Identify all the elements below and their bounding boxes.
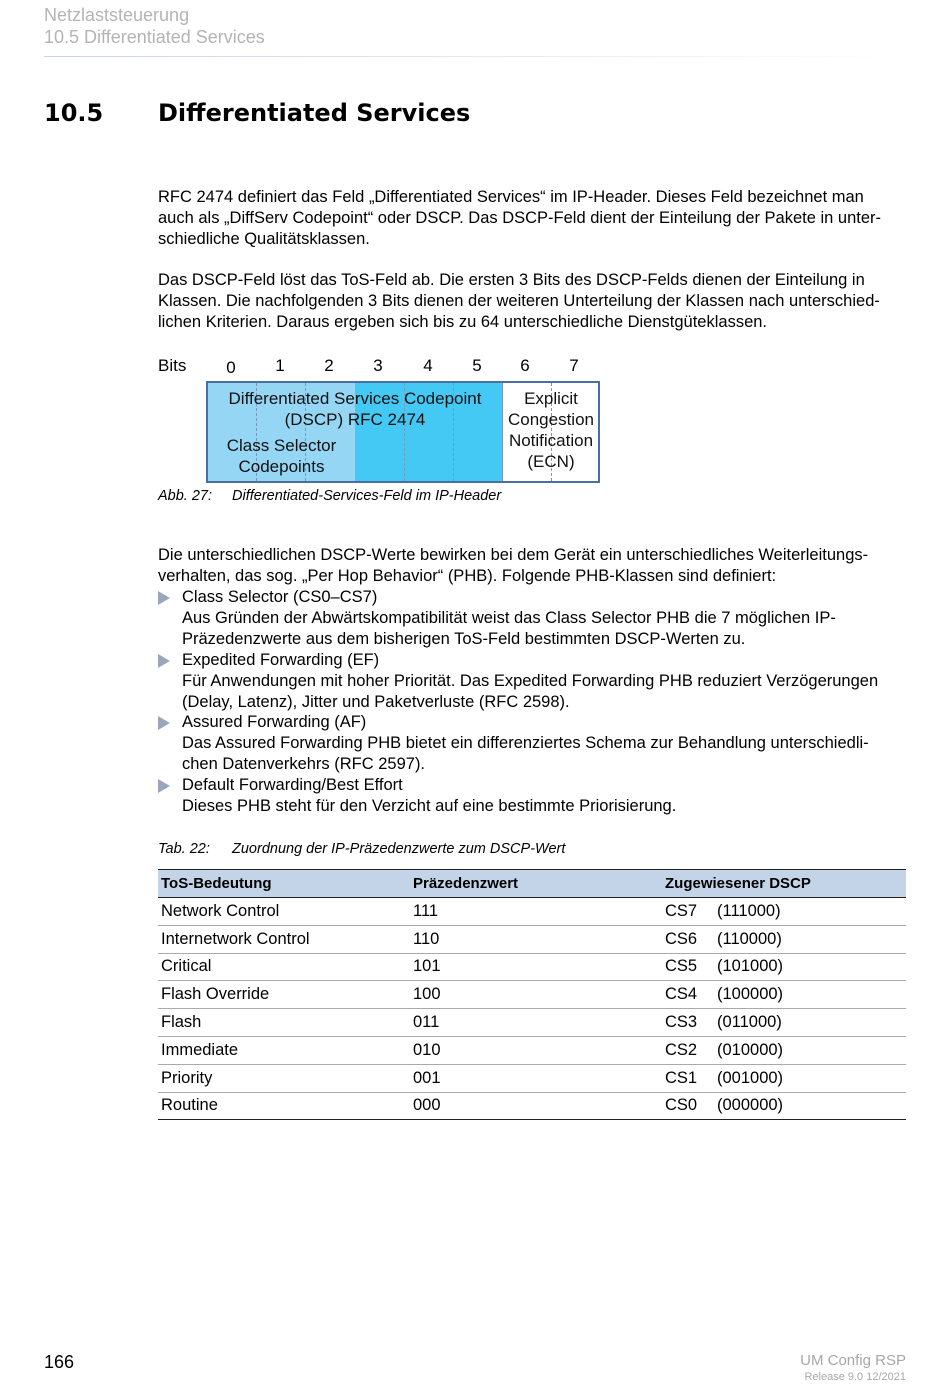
- dscp-class: CS4: [665, 985, 698, 1004]
- dscp-class: CS5: [665, 957, 698, 976]
- paragraph-2: [158, 270, 918, 333]
- table-row: [158, 1036, 906, 1064]
- bit-number: 3: [373, 356, 383, 375]
- figure-caption-text: Differentiated-Services-Feld im IP-Header: [232, 488, 502, 504]
- tos-cell: Immediate: [158, 1036, 410, 1064]
- cs-label-line: Class Selector: [226, 436, 337, 455]
- tos-cell: Flash Override: [158, 981, 410, 1009]
- precedence-cell: 100: [410, 981, 662, 1009]
- bit-number: 5: [472, 356, 482, 375]
- running-header-section: 10.5 Differentiated Services: [44, 27, 265, 47]
- triangle-bullet-icon: [158, 779, 170, 793]
- figure-caption-number: Abb. 27:: [158, 488, 213, 504]
- bit-number: 6: [520, 356, 530, 375]
- ecn-label-line: Explicit: [524, 389, 578, 408]
- dscp-bits: (110000): [717, 929, 782, 948]
- tos-cell: Critical: [158, 953, 410, 981]
- text-line: lichen Kriterien. Daraus ergeben sich bis zu 64 unterschiedliche Dienstgüteklassen.: [158, 313, 768, 331]
- list-item: [158, 775, 918, 817]
- tos-cell: Routine: [158, 1092, 410, 1120]
- dscp-label-line: Differentiated Services Codepoint: [228, 389, 482, 408]
- precedence-cell: 001: [410, 1064, 662, 1092]
- column-header: Zugewiesener DSCP: [662, 870, 906, 898]
- list-item-line: Das Assured Forwarding PHB bietet ein differenziertes Schema zur Behandlung unterschiedli-: [182, 734, 869, 752]
- table-row: [158, 953, 906, 981]
- list-item: [158, 712, 918, 775]
- precedence-cell: 011: [410, 1009, 662, 1037]
- cs-label-line: Codepoints: [238, 457, 325, 476]
- paragraph-1: [158, 187, 918, 250]
- ecn-label-line: Congestion: [507, 410, 594, 429]
- tos-cell: Flash: [158, 1009, 410, 1037]
- page-number: 166: [44, 1352, 75, 1372]
- list-item-line: Präzedenzwerte aus dem bisherigen ToS-Feld bestimmten DSCP-Werten zu.: [182, 630, 746, 648]
- table-caption: [158, 841, 565, 857]
- dscp-cell: [662, 1092, 906, 1120]
- dscp-bits: (011000): [717, 1013, 782, 1032]
- table-row: [158, 925, 906, 953]
- table-caption-text: Zuordnung der IP-Präzedenzwerte zum DSCP-Wert: [232, 841, 566, 857]
- bit-number: 0: [226, 358, 236, 377]
- table-row: [158, 898, 906, 926]
- ecn-label-line: Notification: [508, 431, 594, 450]
- text-line: Das DSCP-Feld löst das ToS-Feld ab. Die ersten 3 Bits des DSCP-Felds dienen der Einteilung in: [158, 271, 865, 289]
- dscp-bits: (101000): [717, 957, 784, 976]
- dscp-cell: [662, 1064, 906, 1092]
- tos-cell: Network Control: [158, 898, 410, 926]
- bit-number: 7: [569, 356, 579, 375]
- dscp-cell: [662, 1036, 906, 1064]
- precedence-cell: 000: [410, 1092, 662, 1120]
- list-item-title: Default Forwarding/Best Effort: [182, 776, 403, 794]
- text-line: schiedliche Qualitätsklassen.: [158, 230, 370, 248]
- figure-caption: [158, 488, 501, 504]
- text-line: Klassen. Die nachfolgenden 3 Bits dienen der weiteren Unterteilung der Klassen nach unterschied-: [158, 292, 880, 310]
- list-item-title: Expedited Forwarding (EF): [182, 651, 380, 669]
- section-number: 10.5: [44, 99, 104, 127]
- dscp-cell: [662, 981, 906, 1009]
- dscp-bits: (010000): [717, 1040, 784, 1059]
- dscp-bits: (100000): [717, 985, 784, 1004]
- table-row: [158, 981, 906, 1009]
- list-item-line: Aus Gründen der Abwärtskompatibilität weist das Class Selector PHB die 7 möglichen IP-: [182, 609, 836, 627]
- list-item: [158, 650, 918, 713]
- dscp-label-line: (DSCP) RFC 2474: [284, 410, 426, 429]
- footer-release: Release 9.0 12/2021: [804, 1371, 906, 1383]
- phb-intro: [158, 545, 918, 587]
- dscp-cell: [662, 925, 906, 953]
- table-row: [158, 1009, 906, 1037]
- dscp-label: [208, 388, 502, 430]
- table-row: [158, 1064, 906, 1092]
- header-rule: [44, 56, 906, 57]
- text-line: auch als „DiffServ Codepoint“ oder DSCP. Das DSCP-Feld dient der Einteilung der Pakete in unter-: [158, 209, 882, 227]
- dscp-bits: (001000): [717, 1068, 784, 1087]
- footer-doc-title: UM Config RSP: [800, 1352, 906, 1369]
- table-header-row: [158, 870, 906, 898]
- section-title: Differentiated Services: [158, 99, 471, 127]
- precedence-cell: 111: [410, 898, 662, 926]
- dscp-cell: [662, 953, 906, 981]
- table-caption-number: Tab. 22:: [158, 841, 210, 857]
- ecn-label-line: (ECN): [527, 452, 575, 471]
- dscp-cell: [662, 1009, 906, 1037]
- class-selector-label: [208, 435, 355, 477]
- dscp-table: [158, 869, 906, 1120]
- list-item-line: (Delay, Latenz), Jitter und Paketverluste (RFC 2598).: [182, 693, 570, 711]
- text-line: Die unterschiedlichen DSCP-Werte bewirken bei dem Gerät ein unterschiedliches Weiterleitungs-: [158, 546, 869, 564]
- dscp-class: CS7: [665, 901, 698, 920]
- bit-number: 4: [423, 356, 433, 375]
- ds-field-diagram: [206, 381, 600, 483]
- tos-cell: Internetwork Control: [158, 925, 410, 953]
- column-header: ToS-Bedeutung: [158, 870, 410, 898]
- precedence-cell: 101: [410, 953, 662, 981]
- list-item-title: Assured Forwarding (AF): [182, 713, 367, 731]
- bit-number: 1: [275, 356, 285, 375]
- dscp-bits: (000000): [717, 1096, 784, 1115]
- triangle-bullet-icon: [158, 591, 170, 605]
- dscp-class: CS6: [665, 929, 698, 948]
- dscp-class: CS0: [665, 1096, 698, 1115]
- precedence-cell: 010: [410, 1036, 662, 1064]
- bit-number: 2: [324, 356, 334, 375]
- list-item-line: Dieses PHB steht für den Verzicht auf eine bestimmte Priorisierung.: [182, 797, 677, 815]
- ecn-label: [502, 388, 600, 472]
- triangle-bullet-icon: [158, 716, 170, 730]
- list-item-line: Für Anwendungen mit hoher Priorität. Das Expedited Forwarding PHB reduziert Verzögerungen: [182, 672, 879, 690]
- dscp-class: CS2: [665, 1040, 698, 1059]
- column-header: Präzedenzwert: [410, 870, 662, 898]
- list-item-title: Class Selector (CS0–CS7): [182, 588, 378, 606]
- dscp-cell: [662, 898, 906, 926]
- triangle-bullet-icon: [158, 654, 170, 668]
- running-header-chapter: Netzlaststeuerung: [44, 5, 190, 25]
- dscp-bits: (111000): [717, 901, 781, 920]
- text-line: verhalten, das sog. „Per Hop Behavior“ (PHB). Folgende PHB-Klassen sind definiert:: [158, 567, 777, 585]
- bits-label: Bits: [158, 356, 187, 375]
- list-item-line: chen Datenverkehrs (RFC 2597).: [182, 755, 426, 773]
- text-line: RFC 2474 definiert das Feld „Differentiated Services“ im IP-Header. Dieses Feld bezeichnet man: [158, 188, 864, 206]
- dscp-class: CS3: [665, 1013, 698, 1032]
- precedence-cell: 110: [410, 925, 662, 953]
- dscp-class: CS1: [665, 1068, 698, 1087]
- table-row: [158, 1092, 906, 1120]
- tos-cell: Priority: [158, 1064, 410, 1092]
- list-item: [158, 587, 918, 650]
